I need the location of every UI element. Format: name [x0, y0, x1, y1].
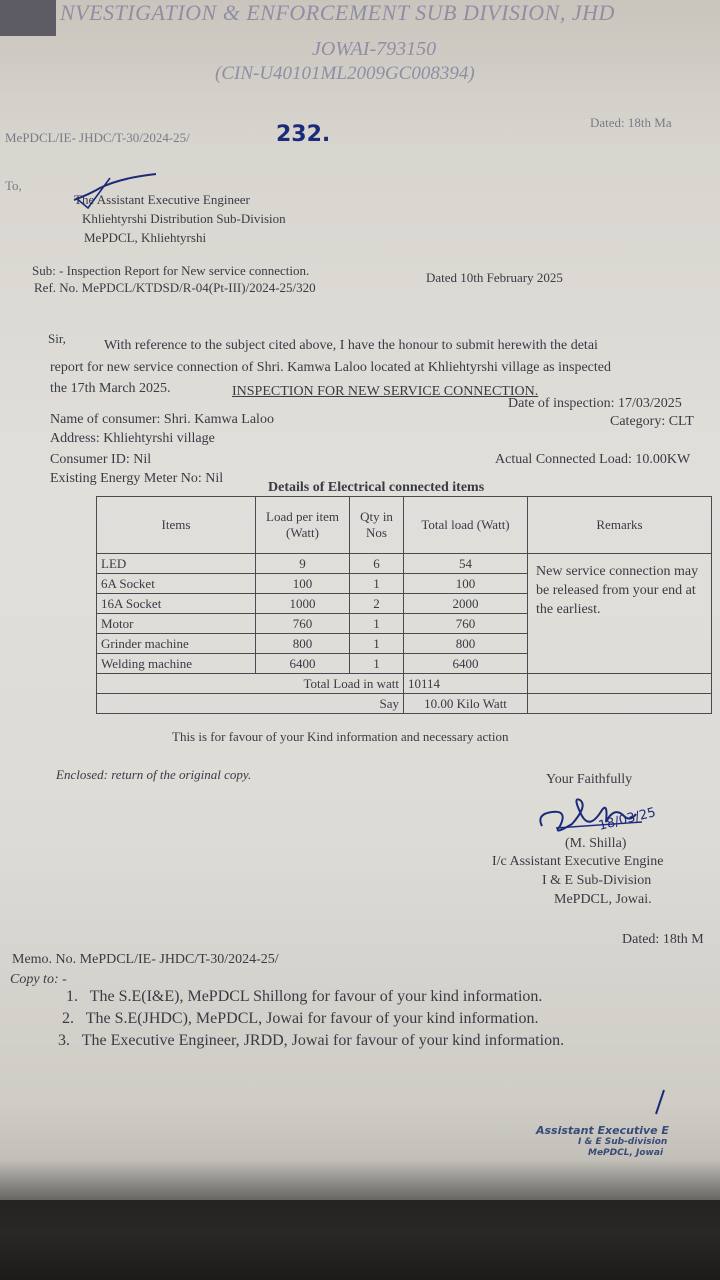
body-para-line-3: the 17th March 2025.: [50, 381, 171, 396]
item-load: 1000: [256, 594, 350, 614]
copy-to-label: Copy to: -: [10, 972, 67, 987]
reference-date: Dated 10th February 2025: [426, 270, 563, 285]
item-name: LED: [97, 554, 256, 574]
connected-items-table: [96, 496, 712, 714]
bottom-shadow: [0, 1160, 720, 1280]
item-load: 9: [256, 554, 350, 574]
table-header-row: [97, 497, 712, 554]
inspection-heading: INSPECTION FOR NEW SERVICE CONNECTION.: [232, 384, 539, 399]
body-para-line-1: With reference to the subject cited above, I have the honour to submit herewith the detai: [104, 338, 598, 353]
signature-date: 18/03/25: [597, 805, 658, 834]
stamp-mark-icon: [650, 1088, 670, 1118]
to-label: To,: [5, 178, 22, 193]
stamp-line-1: Assistant Executive E: [536, 1124, 669, 1137]
item-total: 54: [404, 554, 528, 574]
signatory-company: MePDCL, Jowai.: [554, 892, 652, 907]
say-label: Say: [97, 694, 404, 714]
memo-number: MePDCL/IE- JHDC/T-30/2024-25/: [5, 130, 190, 145]
item-total: 2000: [404, 594, 528, 614]
item-total: 6400: [404, 654, 528, 674]
information-line: This is for favour of your Kind information and necessary action: [172, 729, 509, 744]
body-para-line-2: report for new service connection of Shri. Kamwa Laloo located at Khliehtyrshi village as inspected: [50, 360, 611, 375]
stamp-line-3: MePDCL, Jowai: [588, 1148, 664, 1158]
total-value: 10114: [404, 674, 528, 694]
inspection-date: Date of inspection: 17/03/2025: [508, 396, 682, 411]
copy-memo-number: Memo. No. MePDCL/IE- JHDC/T-30/2024-25/: [12, 952, 279, 967]
copy-memo-date: Dated: 18th M: [622, 932, 704, 947]
copy-list-item: [66, 988, 542, 1006]
letterhead-city: JOWAI-793150: [312, 38, 437, 60]
copy-item-text: The S.E(JHDC), MePDCL, Jowai for favour of your kind information.: [85, 1010, 539, 1027]
copy-list-item: [62, 1010, 539, 1028]
item-load: 100: [256, 574, 350, 594]
signatory-office: I & E Sub-Division: [542, 873, 652, 888]
copy-item-number: 2.: [62, 1010, 74, 1027]
consumer-id: Consumer ID: Nil: [50, 452, 152, 467]
item-name: Motor: [97, 614, 256, 634]
enclosure-note: Enclosed: return of the original copy.: [56, 767, 252, 782]
empty-cell: [528, 694, 712, 714]
to-line-2: Khliehtyrshi Distribution Sub-Division: [82, 211, 286, 226]
item-total: 100: [404, 574, 528, 594]
item-load: 760: [256, 614, 350, 634]
item-qty: 1: [350, 614, 404, 634]
header-remarks: Remarks: [528, 497, 712, 554]
remarks-cell: New service connection may be released from your end at the earliest.: [528, 554, 712, 674]
item-qty: 6: [350, 554, 404, 574]
yours-faithfully: Your Faithfully: [546, 772, 633, 787]
item-qty: 1: [350, 574, 404, 594]
copy-item-text: The S.E(I&E), MePDCL Shillong for favour of your kind information.: [89, 988, 543, 1005]
copy-item-text: The Executive Engineer, JRDD, Jowai for favour of your kind information.: [81, 1032, 565, 1049]
item-total: 800: [404, 634, 528, 654]
header-total-load: Total load (Watt): [404, 497, 528, 554]
memo-handwritten-number: 232.: [276, 122, 331, 147]
consumer-address: Address: Khliehtyrshi village: [50, 431, 215, 446]
item-qty: 1: [350, 634, 404, 654]
copy-list-item: [58, 1032, 564, 1050]
item-load: 6400: [256, 654, 350, 674]
consumer-name: Name of consumer: Shri. Kamwa Laloo: [50, 412, 274, 427]
item-total: 760: [404, 614, 528, 634]
copy-item-number: 1.: [66, 988, 78, 1005]
reference-line: Ref. No. MePDCL/KTDSD/R-04(Pt-III)/2024-25/320: [34, 280, 316, 295]
signatory-name: (M. Shilla): [565, 836, 627, 851]
item-qty: 1: [350, 654, 404, 674]
actual-connected-load: Actual Connected Load: 10.00KW: [495, 452, 691, 467]
item-load: 800: [256, 634, 350, 654]
letterhead-cin: (CIN-U40101ML2009GC008394): [215, 63, 475, 84]
meter-number: Existing Energy Meter No: Nil: [50, 471, 224, 486]
total-label: Total Load in watt: [97, 674, 404, 694]
header-qty: Qty in Nos: [350, 497, 404, 554]
to-line-3: MePDCL, Khliehtyrshi: [84, 230, 207, 245]
empty-cell: [528, 674, 712, 694]
memo-date: Dated: 18th Ma: [590, 115, 672, 130]
category: Category: CLT: [610, 414, 694, 429]
say-value: 10.00 Kilo Watt: [404, 694, 528, 714]
signatory-designation: I/c Assistant Executive Engine: [492, 854, 664, 869]
table-row: [97, 554, 712, 574]
letterhead-office: NVESTIGATION & ENFORCEMENT SUB DIVISION, JHD: [60, 0, 615, 25]
subject-line: Sub: - Inspection Report for New service connection.: [32, 263, 310, 278]
salutation: Sir,: [48, 331, 66, 346]
tick-mark-icon: [70, 170, 160, 210]
stamp-line-2: I & E Sub-division: [578, 1137, 668, 1147]
header-load-per-item: Load per item (Watt): [256, 497, 350, 554]
to-line-1: The Assistant Executive Engineer: [74, 192, 250, 207]
table-caption: Details of Electrical connected items: [268, 480, 485, 495]
logo-block: [0, 0, 56, 36]
copy-item-number: 3.: [58, 1032, 70, 1049]
item-name: Grinder machine: [97, 634, 256, 654]
total-row: [97, 674, 712, 694]
item-name: 16A Socket: [97, 594, 256, 614]
item-qty: 2: [350, 594, 404, 614]
item-name: Welding machine: [97, 654, 256, 674]
item-name: 6A Socket: [97, 574, 256, 594]
header-items: Items: [97, 497, 256, 554]
say-row: [97, 694, 712, 714]
